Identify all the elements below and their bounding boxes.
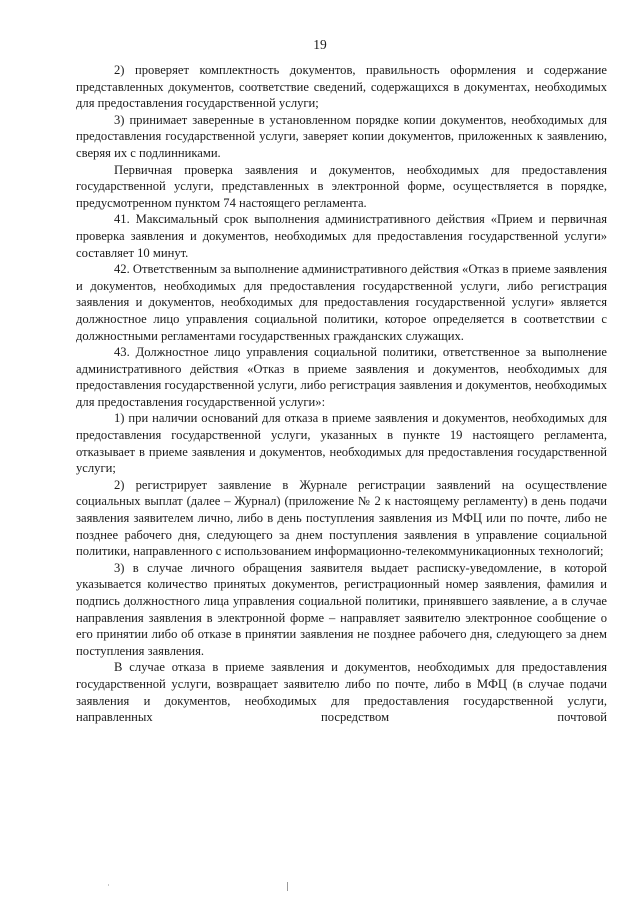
paragraph-item-2-check-completeness: 2) проверяет комплектность документов, правильность оформления и содержание представленных документов, соответствие сведений, содержащихся в документах, необходимых для предоставления государственной услуги; [76,63,607,111]
paragraph-43-official: 43. Должностное лицо управления социальной политики, ответственное за выполнение административного действия «Отказ в приеме заявления и документов, необходимых для предоставления государственной услуги, либо регистрация заявления и документов, необходимых для предоставления государственной услуги»: [76,345,607,409]
scan-artifact [108,884,109,886]
paragraph-42-responsible: 42. Ответственным за выполнение административного действия «Отказ в приеме заявления и документов, необходимых для предоставления государственной услуги, либо регистрация заявления и документов, необходимых для предоставления государственной услуги» является должностное лицо управления социальной политики, которое определяется в соответствии с должностными регламентами государственных гражданских служащих. [76,262,608,343]
paragraph-electronic-check: Первичная проверка заявления и документов, необходимых для предоставления государственной услуги, представленных в электронной форме, осуществляется в порядке, предусмотренном пунктом 74 настоящего регламента. [76,162,607,210]
document-body [76,62,607,726]
paragraph-43-item-1-refusal: 1) при наличии оснований для отказа в приеме заявления и документов, необходимых для предоставления государственной услуги, указанных в пункте 19 настоящего регламента, отказывает в приеме заявления и документов, необходимых для предоставления государственной услуги; [76,411,607,476]
paragraph-41-max-time: 41. Максимальный срок выполнения административного действия «Прием и первичная проверка заявления и документов, необходимых для предоставления государственной услуги» составляет 10 минут. [76,212,607,260]
page-number: 19 [313,37,327,52]
paragraph-43-item-2-register: 2) регистрирует заявление в Журнале регистрации заявлений на осуществление социальных выплат (далее – Журнал) (приложение № 2 к настоящему регламенту) в день подачи заявления заявителем лично, либо в день поступления заявления из МФЦ или по почте, либо не позднее рабочего дня, следующего за днем поступления заявления в управление социальной политики, направленного с использованием информационно-телекоммуникационных технологий; [76,477,607,559]
paragraph-item-3-accept-copies: 3) принимает заверенные в установленном порядке копии документов, необходимых для предоставления государственной услуги, заверяет копии документов, приложенных к заявлению, сверяя их с подлинниками. [76,112,607,160]
paragraph-43-item-3-receipt: 3) в случае личного обращения заявителя выдает расписку-уведомление, в которой указывается количество принятых документов, регистрационный номер заявления, фамилия и подпись должностного лица управления социальной политики, принявшего заявление, а в случае направления заявления в электронной форме – направляет заявителю электронное сообщение о его принятии либо об отказе в принятии заявления не позднее рабочего дня, следующего за днем поступления заявления. [76,560,607,658]
paragraph-refusal-return: В случае отказа в приеме заявления и документов, необходимых для предоставления государственной услуги, возвращает заявителю либо по почте, либо в МФЦ (в случае подачи заявления и документов, необходимых для предоставления государственной услуги, направленных посредством почтовой [76,660,607,725]
scan-artifact [287,882,288,891]
